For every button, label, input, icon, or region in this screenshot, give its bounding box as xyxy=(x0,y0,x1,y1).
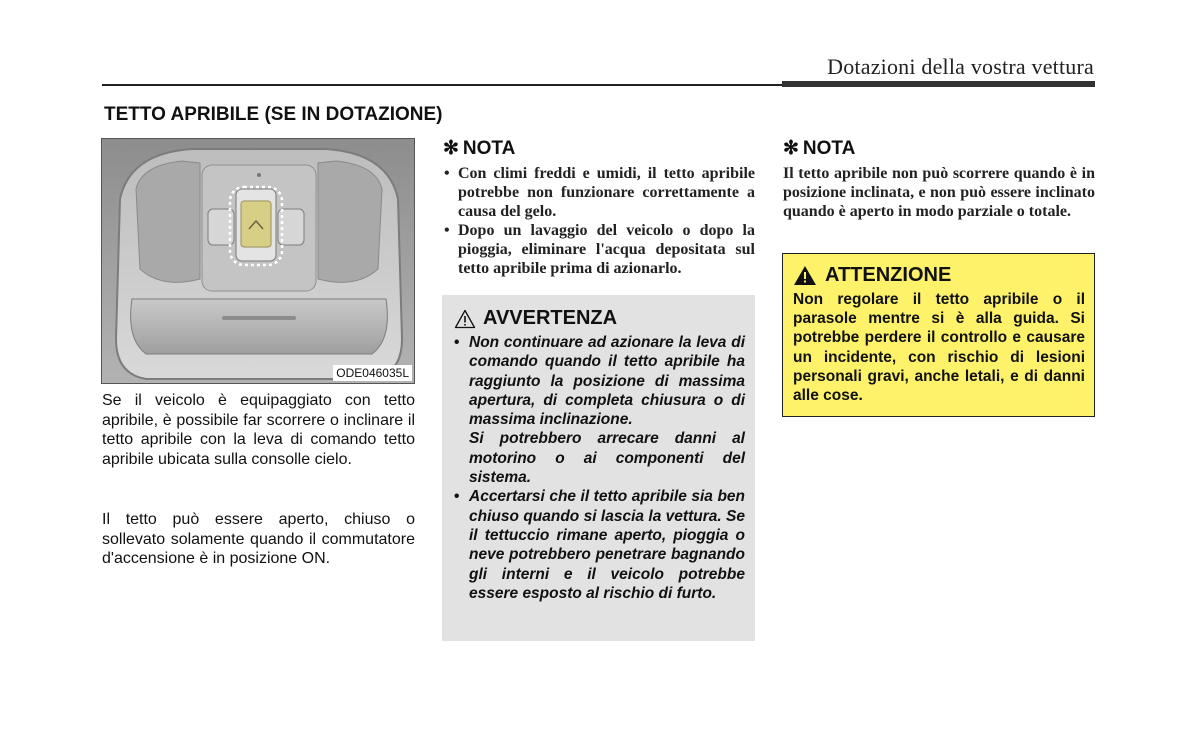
asterisk-icon: ✻ xyxy=(443,138,459,159)
warning-triangle-icon xyxy=(454,309,476,329)
overhead-console-photo xyxy=(101,138,415,384)
caution-text: Non regolare il tetto apribile o il parasole mentre si è alla guida. Si potrebbe perdere il controllo e causare un incidente, con rischio di lesioni personali gravi, anche letali, e di danni alle cose. xyxy=(793,291,1085,405)
warning-item-extra: Si potrebbero arrecare danni al motorino o ai componenti del sistema. xyxy=(469,430,745,487)
warning-item-text: • Non continuare ad azionare la leva di comando quando il tetto apribile ha raggiunto la posizione di massima apertura, di completa chiusura o di massima inclinazione. xyxy=(469,334,745,429)
note-title: NOTA xyxy=(462,138,516,159)
body-paragraph: Se il veicolo è equipaggiato con tetto apribile, è possibile far scorrere o inclinare il tetto apribile con la leva di comando tetto apribile ubicata sulla consolle cielo. xyxy=(102,392,415,468)
list-item xyxy=(454,333,745,487)
list-item: • Dopo un lavaggio del veicolo o dopo la pioggia, eliminare l'acqua depositata sul tetto apribile prima di azionarlo. xyxy=(443,221,755,278)
header-rule xyxy=(102,84,782,86)
note-heading xyxy=(783,137,855,160)
note-heading xyxy=(443,137,515,160)
warning-title: AVVERTENZA xyxy=(483,307,618,329)
section-title: TETTO APRIBILE (SE IN DOTAZIONE) xyxy=(104,104,443,125)
asterisk-icon: ✻ xyxy=(783,138,799,159)
overhead-console-illustration xyxy=(102,139,415,384)
chapter-title: Dotazioni della vostra vettura xyxy=(827,54,1094,79)
header-rule-accent xyxy=(782,81,1095,87)
body-paragraph: Il tetto può essere aperto, chiuso o sollevato solamente quando il commutatore d'accensione è in posizione ON. xyxy=(102,511,415,567)
caution-triangle-icon xyxy=(793,265,817,286)
caution-title: ATTENZIONE xyxy=(825,264,952,286)
caution-heading xyxy=(793,264,1085,287)
warning-list xyxy=(454,333,745,603)
figure-code: ODE046035L xyxy=(333,365,412,381)
warning-heading xyxy=(454,307,745,330)
note-title: NOTA xyxy=(802,138,856,159)
list-item: • Con climi freddi e umidi, il tetto apribile potrebbe non funzionare correttamente a causa del gelo. xyxy=(443,164,755,221)
note-text: Il tetto apribile non può scorrere quando è in posizione inclinata, e non può essere inclinato quando è aperto in modo parziale o totale. xyxy=(783,165,1095,220)
list-item xyxy=(454,487,745,603)
note-list xyxy=(443,164,755,278)
warning-item-text: • Accertarsi che il tetto apribile sia ben chiuso quando si lascia la vettura. Se il tettuccio rimane aperto, pioggia o neve potrebbero penetrare bagnando gli interni e il veicolo potrebbe essere esposto al rischio di furto. xyxy=(469,488,745,602)
warning-box xyxy=(442,295,755,641)
caution-box xyxy=(782,253,1095,417)
